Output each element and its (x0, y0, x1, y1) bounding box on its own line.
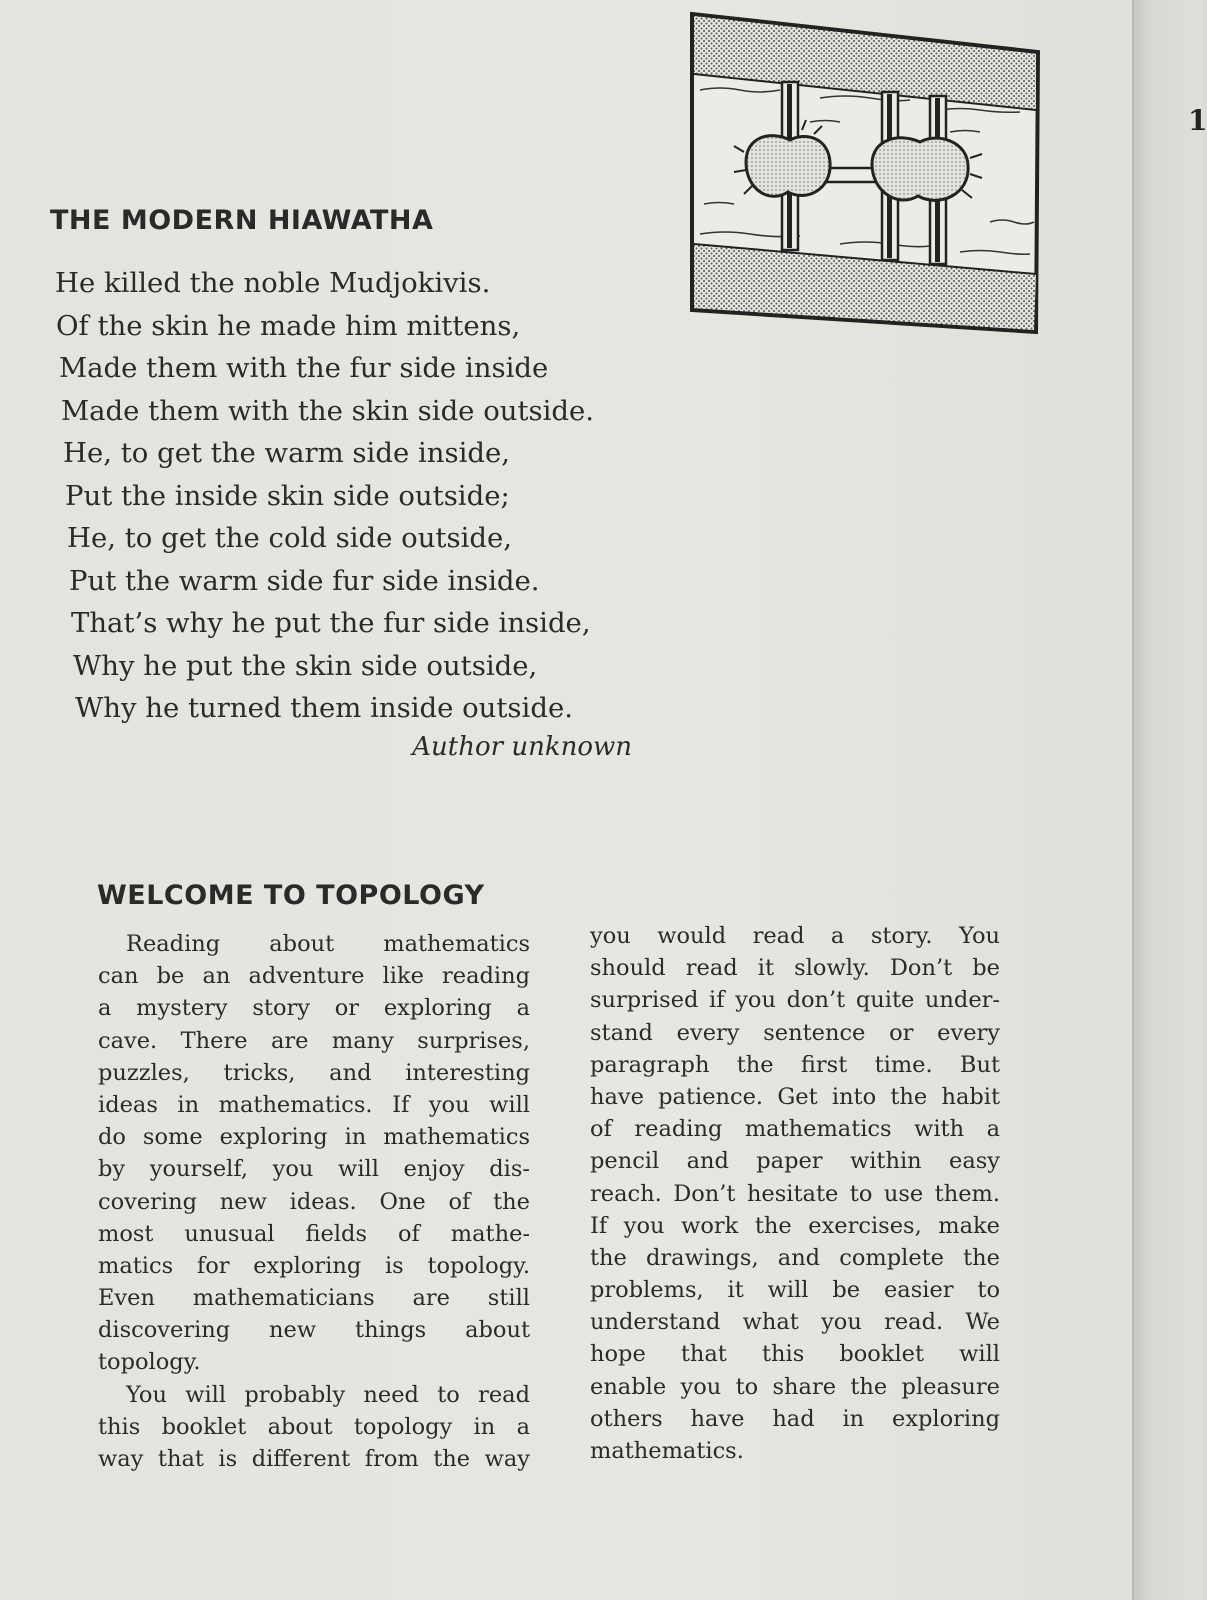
text-line: reach. Don’t hesitate to use them. (590, 1180, 1000, 1207)
text-line: covering new ideas. One of the (98, 1188, 530, 1215)
text-line: can be an adventure like reading (98, 963, 530, 990)
poem-line: Made them with the fur side inside (59, 352, 549, 384)
poem-line: Made them with the skin side outside. (61, 394, 595, 427)
poem-line: Why he turned them inside outside. (75, 692, 573, 724)
poem-line: Of the skin he made him mittens, (56, 309, 521, 342)
text-line: pencil and paper within easy (590, 1148, 1000, 1175)
facing-page-edge (1132, 0, 1202, 1600)
text-line: puzzles, tricks, and interesting (98, 1059, 530, 1086)
text-line: a mystery story or exploring a (98, 995, 530, 1022)
text-line: If you work the exercises, make (590, 1212, 1000, 1239)
poem-line: Why he put the skin side outside, (73, 649, 538, 682)
text-line: You will probably need to read (126, 1381, 530, 1408)
mittens-fence-illustration (690, 12, 1042, 334)
text-line: stand every sentence or every (590, 1019, 1000, 1046)
poem-line: Put the inside skin side outside; (65, 479, 510, 512)
page-number: 1 (1188, 104, 1207, 137)
text-line: cave. There are many surprises, (98, 1027, 530, 1054)
text-line: of reading mathematics with a (590, 1116, 1000, 1143)
text-line: way that is different from the way (98, 1446, 530, 1472)
poem-title: THE MODERN HIAWATHA (50, 205, 434, 236)
poem-body (55, 262, 655, 730)
text-line: Even mathematicians are still (98, 1285, 530, 1312)
text-line: most unusual fields of mathe- (98, 1220, 530, 1247)
text-line: Reading about mathematics (126, 931, 530, 957)
text-line: paragraph the first time. But (590, 1051, 1000, 1078)
text-line: surprised if you don’t quite under- (590, 987, 1000, 1014)
poem-line: He, to get the warm side inside, (63, 437, 510, 469)
text-line: discovering new things about (98, 1317, 530, 1344)
right-column (590, 920, 1000, 1467)
text-line: by yourself, you will enjoy dis- (98, 1156, 530, 1183)
poem-line: He, to get the cold side outside, (67, 522, 513, 554)
text-line: enable you to share the pleasure (590, 1373, 1000, 1400)
text-line: mathematics. (590, 1438, 744, 1464)
poem-line: Put the warm side fur side inside. (69, 564, 540, 597)
text-line: you would read a story. You (590, 923, 1000, 949)
poem-author: Author unknown (412, 732, 632, 762)
text-line: hope that this booklet will (590, 1341, 1000, 1368)
poem-line: He killed the noble Mudjokivis. (55, 267, 491, 299)
text-line: topology. (98, 1349, 201, 1376)
poem-line: That’s why he put the fur side inside, (71, 607, 591, 639)
text-line: ideas in mathematics. If you will (98, 1091, 530, 1118)
text-line: the drawings, and complete the (590, 1244, 1000, 1271)
left-column (98, 928, 530, 1475)
text-line: should read it slowly. Don’t be (590, 955, 1000, 982)
text-line: this booklet about topology in a (98, 1413, 530, 1440)
text-line: matics for exploring is topology. (98, 1252, 530, 1279)
text-line: problems, it will be easier to (590, 1277, 1000, 1304)
text-line: do some exploring in mathematics (98, 1124, 530, 1151)
text-line: others have had in exploring (590, 1405, 1000, 1432)
text-line: have patience. Get into the habit (590, 1083, 1000, 1110)
section-title: WELCOME TO TOPOLOGY (97, 880, 485, 911)
text-line: understand what you read. We (590, 1309, 1000, 1336)
